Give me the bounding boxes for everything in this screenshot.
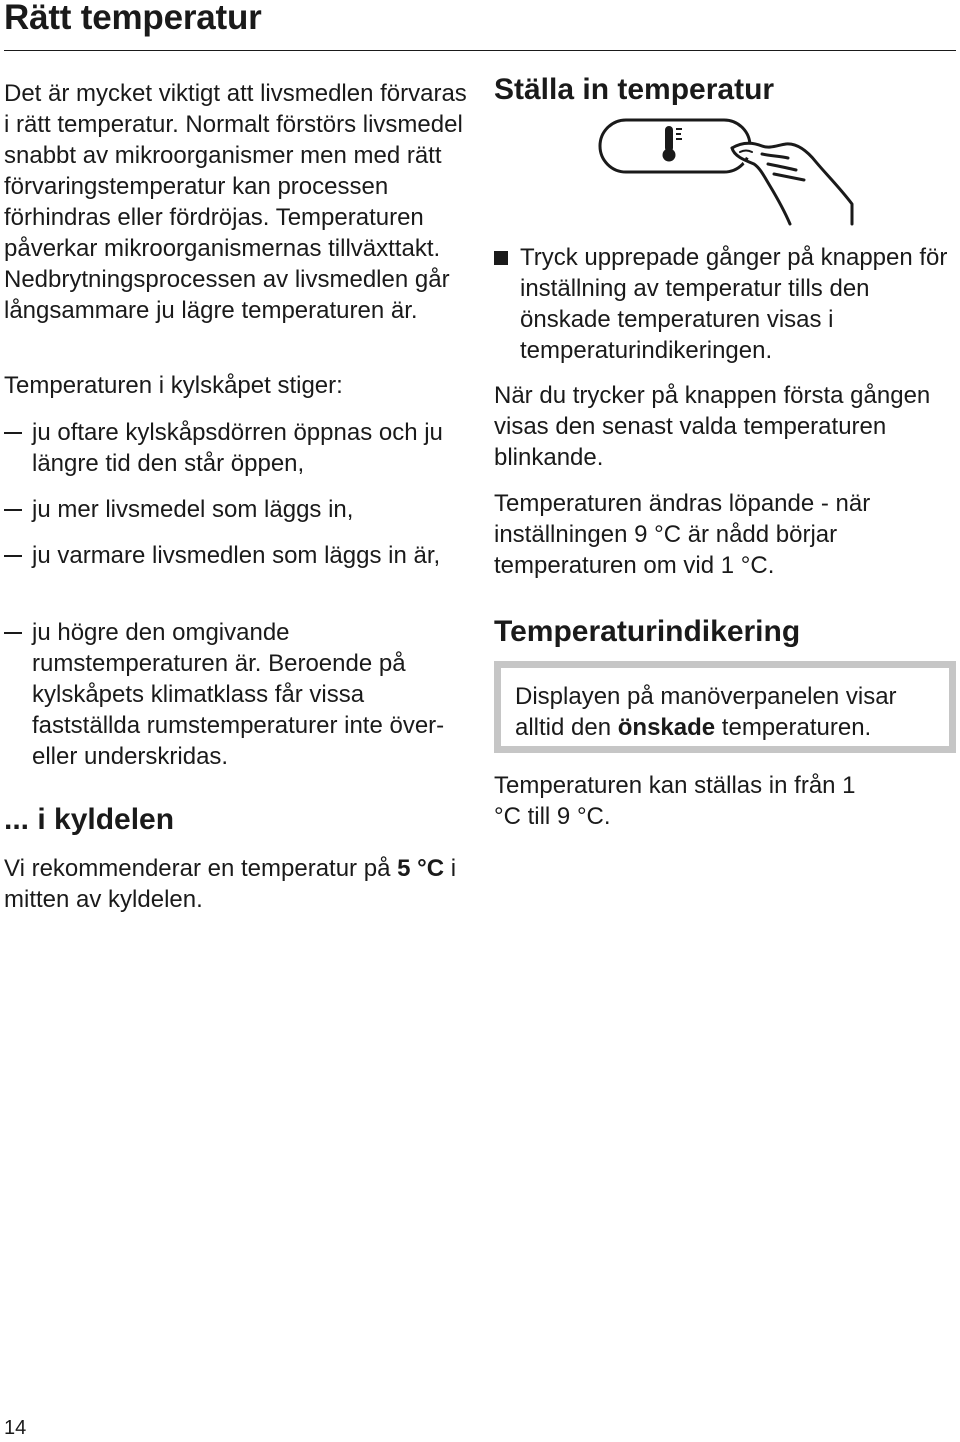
list-item: [4, 617, 472, 772]
note-text: [515, 681, 945, 743]
note-prefix: Displayen på manöverpanelen visar alltid den: [515, 683, 897, 741]
page-number: 14: [4, 1417, 27, 1439]
fridge-section-heading: ... i kyldelen: [4, 803, 175, 836]
list-item: [4, 494, 472, 525]
instruction-step-text: Tryck upprepade gånger på knappen för inställning av temperatur tills den önskade temperaturen visas i temperaturindikeringen.: [520, 244, 948, 364]
set-temperature-heading: Ställa in temperatur: [494, 73, 775, 106]
recommend-value: 5 °C: [397, 855, 445, 882]
note-box: [494, 661, 956, 753]
button-press-illustration: [594, 112, 956, 228]
note-emphasis: önskade: [617, 714, 716, 741]
first-press-paragraph: När du trycker på knappen första gången visas den senast valda temperaturen blinkande.: [494, 382, 931, 471]
note-suffix: temperaturen.: [721, 714, 872, 741]
range-paragraph: Temperaturen kan ställas in från 1 °C till 9 °C.: [494, 772, 856, 830]
list-item-text: ju varmare livsmedlen som läggs in är,: [32, 542, 441, 569]
list-item: [4, 417, 472, 479]
square-bullet-icon: [494, 251, 508, 265]
cycling-paragraph: Temperaturen ändras löpande - när inställningen 9 °C är nådd börjar temperaturen om vid 1 °C.: [494, 490, 871, 579]
list-item-text: ju mer livsmedel som läggs in,: [32, 496, 354, 523]
rises-intro: Temperaturen i kylskåpet stiger:: [4, 372, 343, 399]
list-item-text: ju högre den omgivande rumstemperaturen är. Beroende på kylskåpets klimatklass får vissa fastställda rumstemperaturer inte över- eller underskridas.: [32, 619, 445, 770]
list-item-text: ju oftare kylskåpsdörren öppnas och ju längre tid den står öppen,: [32, 419, 443, 477]
recommend-suffix: i mitten av kyldelen.: [4, 855, 457, 913]
thermometer-icon: [663, 126, 683, 162]
hand-pointer-icon: [732, 143, 852, 224]
temperature-button: [600, 120, 750, 172]
recommend-prefix: Vi rekommenderar en temperatur på: [4, 855, 391, 882]
intro-paragraph: Det är mycket viktigt att livsmedlen förvaras i rätt temperatur. Normalt förstörs livsmedel snabbt av mikroorganismer men med rätt förvaringstemperatur kan processen förhindras eller fördröjas. Temperaturen påverkar mikroorganismernas tillväxttakt. Nedbrytningsprocessen av livsmedlen går långsammare ju lägre temperaturen är.: [4, 80, 467, 324]
temperature-indicator-heading: Temperaturindikering: [494, 615, 801, 648]
instruction-step: [494, 242, 956, 366]
list-item: [4, 540, 472, 571]
title-divider: [4, 50, 956, 51]
recommendation-paragraph: [4, 853, 472, 915]
page-title: Rätt temperatur: [4, 0, 262, 37]
